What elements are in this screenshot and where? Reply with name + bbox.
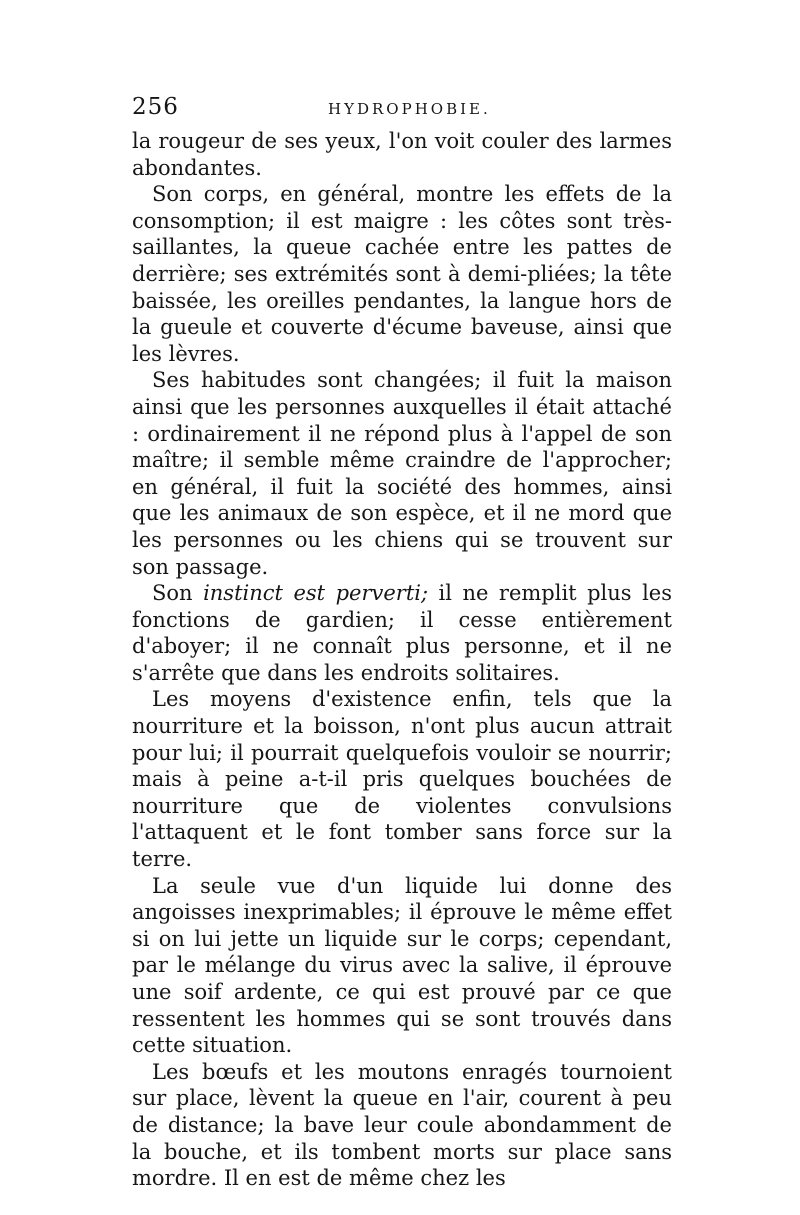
paragraph-4-rest: il ne remplit plus les fonctions de gardien; il cesse entièrement d'aboyer; il ne connaît plus personne, et il ne s'arrête que dans les endroits solitaires. bbox=[132, 581, 672, 685]
paragraph-6: La seule vue d'un liquide lui donne des angoisses inexprimables; il éprouve le même effet si on lui jette un liquide sur le corps; cependant, par le mélange du virus avec la salive, il éprouve une soif ardente, ce qui est prouvé par ce que ressentent les hommes qui se sont trouvés dans cette situation. bbox=[132, 873, 672, 1058]
paragraph-1: la rougeur de ses yeux, l'on voit couler des larmes abondantes. bbox=[132, 129, 672, 180]
paragraph-2: Son corps, en général, montre les effets de la consomption; il est maigre : les côtes sont très-saillantes, la queue cachée entre les pattes de derrière; ses extrémités sont à demi-pliées; la tête baissée, les oreilles pendantes, la langue hors de la gueule et couverte d'écume baveuse, ainsi que les lèvres. bbox=[132, 182, 672, 366]
body-text bbox=[132, 128, 672, 1192]
page-header bbox=[132, 94, 672, 124]
paragraph-4-lead: Son bbox=[152, 581, 204, 606]
running-title: HYDROPHOBIE. bbox=[328, 100, 491, 118]
paragraph-5: Les moyens d'existence enfin, tels que la nourriture et la boisson, n'ont plus aucun attrait pour lui; il pourrait quelquefois vouloir se nourrir; mais à peine a-t-il pris quelques bouchées de nourriture que de violentes convulsions l'attaquent et le font tomber sans force sur la terre. bbox=[132, 687, 672, 872]
paragraph-3: Ses habitudes sont changées; il fuit la maison ainsi que les personnes auxquelles il était attaché : ordinairement il ne répond plus à l'appel de son maître; il semble même craindre de l'approcher; en général, il fuit la société des hommes, ainsi que les animaux de son espèce, et il ne mord que les personnes ou les chiens qui se trouvent sur son passage. bbox=[132, 368, 672, 579]
paragraph-7: Les bœufs et les moutons enragés tournoient sur place, lèvent la queue en l'air, courent à peu de distance; la bave leur coule abondamment de la bouche, et ils tombent morts sur place sans mordre. Il en est de même chez les bbox=[132, 1059, 672, 1191]
italic-phrase: instinct est perverti; bbox=[203, 581, 429, 606]
paragraph-4 bbox=[132, 580, 672, 686]
page-number: 256 bbox=[132, 94, 179, 120]
